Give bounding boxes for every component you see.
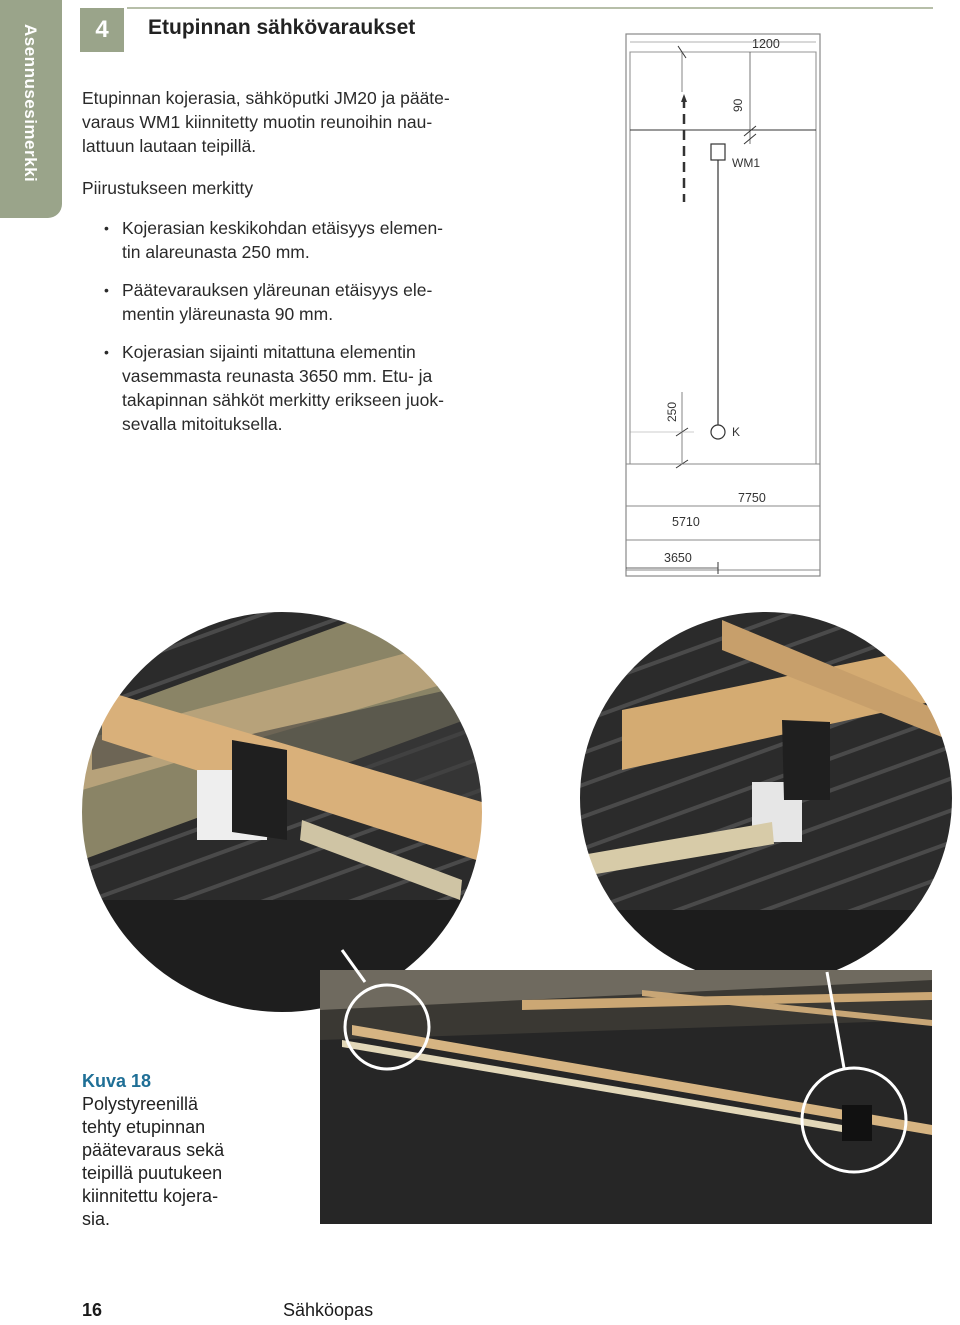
label-k: K (732, 425, 741, 439)
dim-90: 90 (731, 98, 745, 112)
bullet-line: sevalla mitoituksella. (122, 414, 283, 434)
caption-line: päätevaraus sekä (82, 1140, 225, 1160)
dim-3650: 3650 (664, 551, 692, 565)
dim-250: 250 (665, 401, 679, 422)
side-tab (0, 0, 62, 218)
dim-7750: 7750 (738, 491, 766, 505)
page-number: 16 (82, 1300, 103, 1320)
bullet-line: vasemmasta reunasta 3650 mm. Etu- ja (122, 366, 433, 386)
element-drawing (624, 32, 822, 580)
bullet-line: tin alareunasta 250 mm. (122, 242, 310, 262)
bullet-line: • Kojerasian keskikohdan etäisyys elemen- (122, 218, 443, 238)
bullet-item (82, 340, 502, 436)
bullet-line: • Päätevarauksen yläreunan etäisyys ele- (122, 280, 433, 300)
label-wm1: WM1 (732, 156, 760, 170)
bullet-list (82, 216, 502, 450)
intro-paragraph (82, 86, 502, 158)
caption-line: tehty etupinnan (82, 1117, 206, 1137)
caption-line: kiinnitettu kojera- (82, 1186, 219, 1206)
publication-title: Sähköopas (283, 1300, 374, 1320)
bullet-item (82, 216, 502, 264)
caption-line: Polystyreenillä (82, 1094, 199, 1114)
caption-line: teipillä puutukeen (82, 1163, 223, 1183)
bullet-item (82, 278, 502, 326)
caption-label: Kuva 18 (82, 1071, 152, 1091)
side-tab-label: Asennusesimerkki (21, 24, 40, 183)
figure-caption (82, 1070, 252, 1231)
bullet-line: • Kojerasian sijainti mitattuna elementin (122, 342, 416, 362)
chapter-number: 4 (80, 8, 124, 52)
intro-line: Etupinnan kojerasia, sähköputki JM20 ja pääte- (82, 88, 450, 108)
intro-line: varaus WM1 kiinnitetty muotin reunoihin nau- (82, 112, 433, 132)
closeup-photo-right (572, 600, 960, 1000)
caption-line: sia. (82, 1209, 111, 1229)
dim-5710: 5710 (672, 515, 700, 529)
dim-1200: 1200 (752, 37, 780, 51)
bullet-line: mentin yläreunasta 90 mm. (122, 304, 334, 324)
drawing-note: Piirustukseen merkitty (82, 178, 254, 198)
header-rule (127, 7, 933, 9)
bullet-line: takapinnan sähköt merkitty erikseen juok- (122, 390, 444, 410)
intro-line: lattuun lautaan teipillä. (82, 136, 257, 156)
wide-photo (320, 970, 932, 1224)
chapter-title: Etupinnan sähkövaraukset (148, 16, 416, 39)
